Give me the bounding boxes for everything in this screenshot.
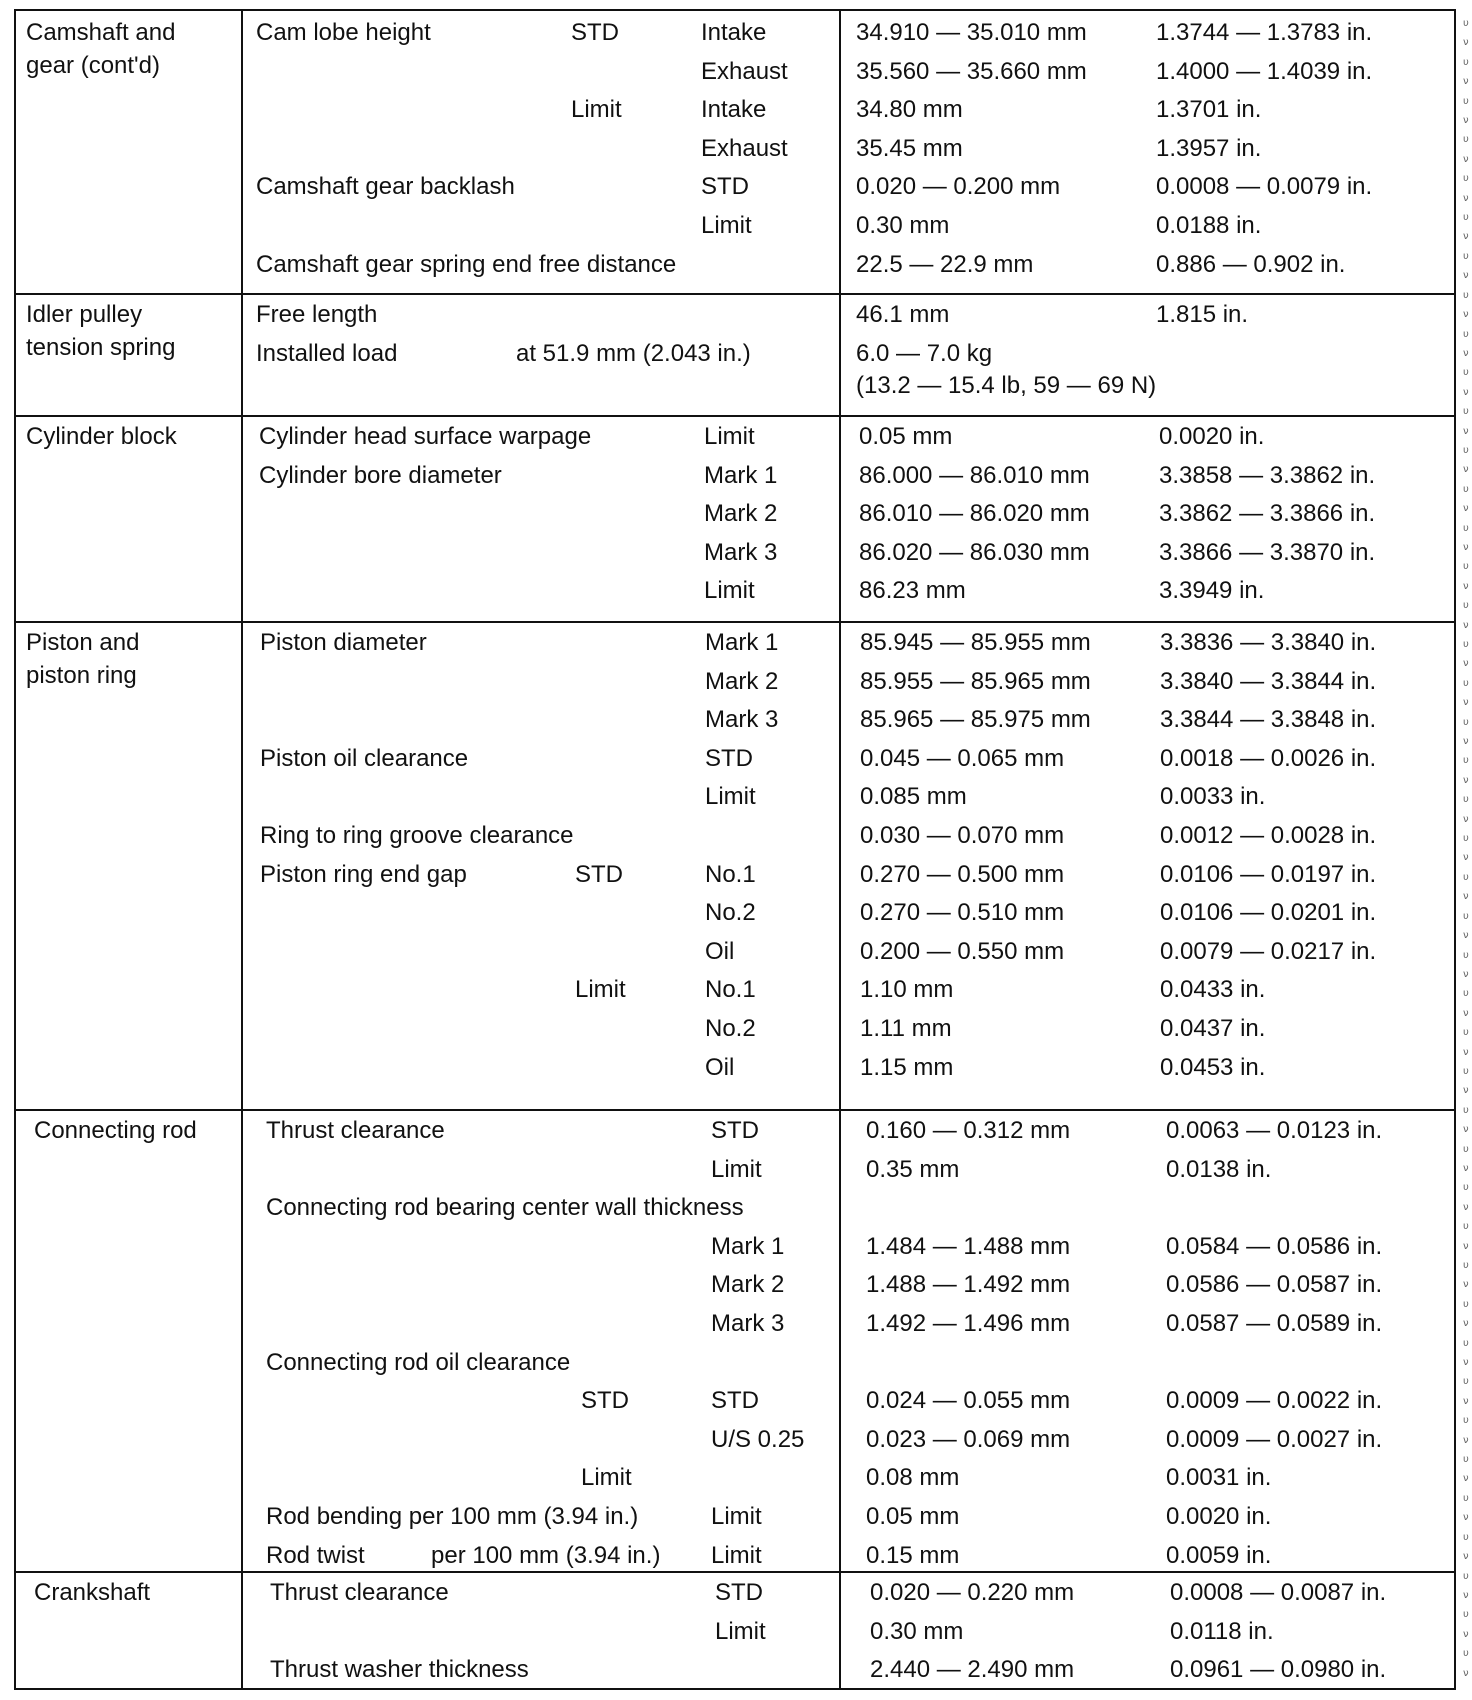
spec-subcondition: Limit: [701, 212, 752, 239]
spec-value-mm: 1.492 — 1.496 mm: [866, 1310, 1071, 1337]
spec-value-inch: 0.0008 — 0.0079 in.: [1156, 173, 1373, 201]
spec-condition: STD: [575, 860, 623, 888]
spec-item: Thrust clearance: [266, 1117, 445, 1144]
spec-subcondition: Mark 1: [704, 461, 778, 489]
spec-value-inch: 0.0106 — 0.0197 in.: [1160, 860, 1377, 888]
spec-subcondition: Limit: [711, 1155, 762, 1183]
spec-value-mm: 0.270 — 0.500 mm: [860, 860, 1065, 888]
spec-value-mm: 2.440 — 2.490 mm: [870, 1656, 1075, 1684]
spec-value-inch: 0.0009 — 0.0027 in.: [1166, 1425, 1383, 1453]
spec-value-inch: 1.815 in.: [1156, 301, 1249, 328]
section-divider: [16, 621, 1454, 623]
spec-value-mm: 34.80 mm: [856, 96, 963, 124]
spec-subcondition: Limit: [715, 1617, 766, 1645]
spec-value-mm: 1.484 — 1.488 mm: [866, 1232, 1071, 1260]
spec-subcondition: Oil: [705, 1053, 735, 1081]
spec-item: Free length: [256, 301, 378, 328]
spec-subcondition: Mark 3: [704, 538, 778, 566]
spec-value-mm: 0.200 — 0.550 mm: [860, 937, 1065, 965]
spec-value-mm: 35.560 — 35.660 mm: [856, 57, 1087, 85]
spec-subcondition: Mark 2: [704, 500, 778, 528]
spec-value-inch: 3.3862 — 3.3866 in.: [1159, 500, 1376, 528]
spec-value-mm: 0.085 mm: [860, 783, 967, 811]
spec-subcondition: Exhaust: [701, 134, 788, 162]
spec-subcondition: No.2: [705, 899, 756, 927]
spec-subcondition: Mark 2: [705, 667, 779, 695]
spec-value-inch: 0.0008 — 0.0087 in.: [1170, 1579, 1387, 1606]
spec-subcondition: Limit: [711, 1541, 762, 1569]
section-title: Connecting rod: [34, 1117, 197, 1144]
spec-value-inch: 3.3840 — 3.3844 in.: [1160, 667, 1377, 695]
spec-value-inch: 3.3836 — 3.3840 in.: [1160, 629, 1377, 656]
spec-value-mm: 0.020 — 0.200 mm: [856, 173, 1061, 201]
section-title: Idler pulley: [26, 301, 143, 328]
spec-value-mm: 0.05 mm: [859, 423, 953, 450]
spec-item: Rod bending per 100 mm (3.94 in.): [266, 1503, 639, 1530]
spec-value-mm: 0.08 mm: [866, 1464, 960, 1492]
spec-value-mm: 22.5 — 22.9 mm: [856, 250, 1034, 278]
spec-value-inch: 1.3701 in.: [1156, 96, 1262, 124]
column-divider-values: [839, 11, 841, 1688]
spec-subcondition: No.1: [705, 976, 756, 1004]
spec-value-mm: 0.160 — 0.312 mm: [866, 1117, 1071, 1144]
spec-subcondition: Limit: [705, 783, 756, 811]
spec-value-inch: 1.4000 — 1.4039 in.: [1156, 57, 1373, 85]
spec-subcondition: STD: [715, 1579, 763, 1606]
spec-item: Camshaft gear spring end free distance: [256, 250, 677, 278]
spec-value-mm: (13.2 — 15.4 lb, 59 — 69 N): [856, 371, 1157, 399]
spec-subcondition: Exhaust: [701, 57, 788, 85]
spec-subcondition: Intake: [701, 96, 767, 124]
spec-subcondition: Limit: [704, 423, 755, 450]
column-divider-category: [241, 11, 243, 1688]
spec-value-inch: 3.3866 — 3.3870 in.: [1159, 538, 1376, 566]
spec-value-mm: 86.020 — 86.030 mm: [859, 538, 1090, 566]
spec-value-mm: 85.945 — 85.955 mm: [860, 629, 1091, 656]
spec-value-mm: 0.30 mm: [870, 1617, 964, 1645]
spec-value-mm: 0.270 — 0.510 mm: [860, 899, 1065, 927]
spec-value-inch: 0.0018 — 0.0026 in.: [1160, 744, 1377, 772]
spec-item: Camshaft gear backlash: [256, 173, 515, 201]
spec-condition: STD: [581, 1387, 629, 1415]
spec-item: Ring to ring groove clearance: [260, 822, 574, 849]
spec-condition: per 100 mm (3.94 in.): [431, 1541, 661, 1569]
spec-item: Connecting rod oil clearance: [266, 1348, 571, 1376]
spec-item: Installed load: [256, 339, 398, 367]
spec-item: Piston diameter: [260, 629, 427, 656]
spec-value-mm: 1.488 — 1.492 mm: [866, 1271, 1071, 1299]
spec-value-mm: 0.30 mm: [856, 212, 950, 239]
spec-value-inch: 0.0020 in.: [1159, 423, 1265, 450]
section-title: piston ring: [26, 662, 137, 689]
spec-value-inch: 0.0079 — 0.0217 in.: [1160, 937, 1377, 965]
spec-subcondition: STD: [711, 1117, 759, 1144]
spec-value-mm: 0.05 mm: [866, 1503, 960, 1530]
spec-item: Thrust washer thickness: [270, 1656, 529, 1684]
section-divider: [16, 1109, 1454, 1111]
section-title: gear (cont'd): [26, 52, 160, 79]
spec-item: Cam lobe height: [256, 19, 431, 46]
spec-subcondition: No.1: [705, 860, 756, 888]
spec-subcondition: Limit: [711, 1503, 762, 1530]
spec-value-mm: 0.045 — 0.065 mm: [860, 744, 1065, 772]
spec-value-inch: 0.0012 — 0.0028 in.: [1160, 822, 1377, 849]
spec-value-inch: 0.0059 in.: [1166, 1541, 1272, 1569]
spec-subcondition: STD: [711, 1387, 759, 1415]
spec-condition: at 51.9 mm (2.043 in.): [516, 339, 751, 367]
spec-subcondition: Intake: [701, 19, 767, 46]
spec-value-inch: 0.0188 in.: [1156, 212, 1262, 239]
spec-subcondition: No.2: [705, 1015, 756, 1042]
spec-value-mm: 0.023 — 0.069 mm: [866, 1425, 1071, 1453]
edge-bleed-marks: υ ν υ ν υ ν υ ν υ ν υ ν υ ν υ ν υ ν υ ν υ ν υ ν υ ν υ ν υ ν υ ν υ ν υ ν υ ν υ ν υ ν υ ν υ ν υ ν υ ν υ ν υ ν υ ν υ ν υ ν υ ν υ ν υ ν υ ν υ ν υ ν υ ν υ ν υ ν υ ν υ ν υ ν υ ν: [1463, 18, 1469, 1679]
spec-table: [14, 9, 1456, 1690]
spec-value-mm: 86.23 mm: [859, 577, 966, 605]
spec-item: Cylinder head surface warpage: [259, 423, 592, 450]
spec-item: Piston ring end gap: [260, 860, 467, 888]
spec-value-mm: 1.10 mm: [860, 976, 954, 1004]
spec-value-inch: 0.886 — 0.902 in.: [1156, 250, 1346, 278]
spec-value-inch: 0.0961 — 0.0980 in.: [1170, 1656, 1387, 1684]
section-title: Camshaft and: [26, 19, 176, 46]
spec-condition: Limit: [575, 976, 626, 1004]
spec-value-mm: 0.024 — 0.055 mm: [866, 1387, 1071, 1415]
spec-value-inch: 0.0009 — 0.0022 in.: [1166, 1387, 1383, 1415]
spec-value-inch: 0.0138 in.: [1166, 1155, 1272, 1183]
spec-condition: Limit: [581, 1464, 632, 1492]
section-divider: [16, 293, 1454, 295]
spec-value-mm: 0.15 mm: [866, 1541, 960, 1569]
spec-condition: STD: [571, 19, 619, 46]
spec-value-mm: 86.000 — 86.010 mm: [859, 461, 1090, 489]
spec-value-mm: 0.030 — 0.070 mm: [860, 822, 1065, 849]
spec-value-inch: 0.0586 — 0.0587 in.: [1166, 1271, 1383, 1299]
spec-value-inch: 0.0453 in.: [1160, 1053, 1266, 1081]
spec-value-mm: 1.11 mm: [860, 1015, 952, 1042]
section-title: Crankshaft: [34, 1579, 151, 1606]
spec-value-mm: 86.010 — 86.020 mm: [859, 500, 1090, 528]
spec-subcondition: STD: [705, 744, 753, 772]
spec-value-mm: 34.910 — 35.010 mm: [856, 19, 1087, 46]
spec-value-inch: 3.3858 — 3.3862 in.: [1159, 461, 1376, 489]
spec-item: Rod twist: [266, 1541, 365, 1569]
spec-item: Thrust clearance: [270, 1579, 449, 1606]
spec-subcondition: Mark 2: [711, 1271, 785, 1299]
spec-value-mm: 35.45 mm: [856, 134, 963, 162]
section-title: Cylinder block: [26, 423, 177, 450]
spec-value-inch: 3.3844 — 3.3848 in.: [1160, 706, 1377, 734]
section-title: Piston and: [26, 629, 140, 656]
section-divider: [16, 415, 1454, 417]
spec-subcondition: STD: [701, 173, 749, 201]
section-title: tension spring: [26, 334, 176, 361]
spec-value-inch: 0.0437 in.: [1160, 1015, 1266, 1042]
spec-value-mm: 0.020 — 0.220 mm: [870, 1579, 1075, 1606]
spec-value-mm: 85.965 — 85.975 mm: [860, 706, 1091, 734]
spec-subcondition: Oil: [705, 937, 735, 965]
spec-value-mm: 6.0 — 7.0 kg: [856, 339, 993, 367]
spec-subcondition: Limit: [704, 577, 755, 605]
spec-value-mm: 46.1 mm: [856, 301, 950, 328]
spec-value-mm: 85.955 — 85.965 mm: [860, 667, 1091, 695]
spec-value-inch: 0.0587 — 0.0589 in.: [1166, 1310, 1383, 1337]
spec-item: Cylinder bore diameter: [259, 461, 502, 489]
spec-subcondition: Mark 3: [711, 1310, 785, 1337]
spec-subcondition: U/S 0.25: [711, 1425, 805, 1453]
spec-condition: Limit: [571, 96, 622, 124]
spec-value-inch: 3.3949 in.: [1159, 577, 1265, 605]
spec-value-inch: 0.0033 in.: [1160, 783, 1266, 811]
spec-subcondition: Mark 1: [705, 629, 779, 656]
spec-subcondition: Mark 1: [711, 1232, 785, 1260]
spec-value-mm: 0.35 mm: [866, 1155, 960, 1183]
spec-value-mm: 1.15 mm: [860, 1053, 954, 1081]
spec-value-inch: 1.3744 — 1.3783 in.: [1156, 19, 1373, 46]
spec-item: Connecting rod bearing center wall thickness: [266, 1194, 744, 1222]
spec-value-inch: 0.0118 in.: [1170, 1617, 1274, 1645]
spec-value-inch: 0.0584 — 0.0586 in.: [1166, 1232, 1383, 1260]
spec-value-inch: 1.3957 in.: [1156, 134, 1262, 162]
spec-subcondition: Mark 3: [705, 706, 779, 734]
section-divider: [16, 1571, 1454, 1573]
spec-value-inch: 0.0063 — 0.0123 in.: [1166, 1117, 1383, 1144]
spec-item: Piston oil clearance: [260, 744, 469, 772]
spec-value-inch: 0.0031 in.: [1166, 1464, 1272, 1492]
spec-value-inch: 0.0106 — 0.0201 in.: [1160, 899, 1377, 927]
spec-value-inch: 0.0020 in.: [1166, 1503, 1272, 1530]
spec-value-inch: 0.0433 in.: [1160, 976, 1266, 1004]
